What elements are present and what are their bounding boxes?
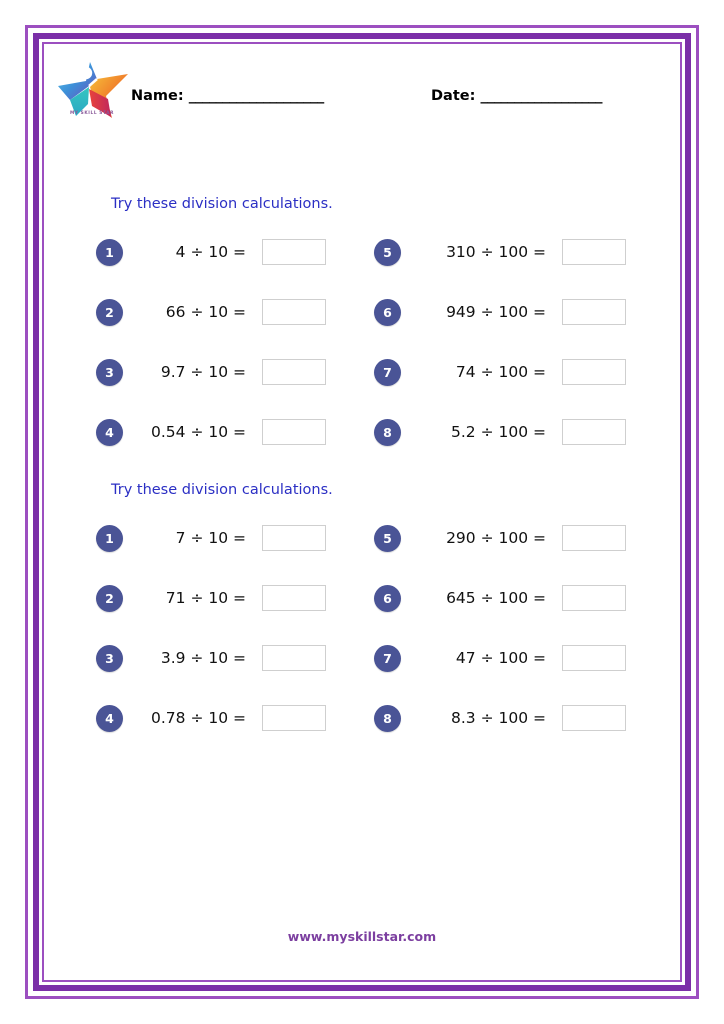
question-expression: 4 ÷ 10 =	[175, 243, 246, 261]
table-row	[374, 694, 664, 754]
answer-input[interactable]	[562, 525, 626, 551]
question-number-badge: 6	[374, 299, 401, 326]
question-expression: 66 ÷ 10 =	[165, 303, 246, 321]
table-row	[96, 694, 386, 754]
question-expression: 0.78 ÷ 10 =	[151, 709, 246, 727]
table-row	[96, 348, 386, 408]
question-expression: 71 ÷ 10 =	[165, 589, 246, 607]
question-expression: 0.54 ÷ 10 =	[151, 423, 246, 441]
table-row	[96, 288, 386, 348]
question-number-badge: 7	[374, 359, 401, 386]
table-row	[374, 634, 664, 694]
table-row	[96, 634, 386, 694]
date-input-rule[interactable]: __________________	[480, 88, 602, 104]
table-row	[374, 514, 664, 574]
question-number-badge: 3	[96, 359, 123, 386]
answer-input[interactable]	[562, 419, 626, 445]
question-number-badge: 5	[374, 525, 401, 552]
answer-input[interactable]	[562, 585, 626, 611]
answer-input[interactable]	[562, 705, 626, 731]
answer-input[interactable]	[262, 645, 326, 671]
answer-input[interactable]	[262, 585, 326, 611]
question-number-badge: 8	[374, 705, 401, 732]
table-row	[374, 228, 664, 288]
question-number-badge: 1	[96, 525, 123, 552]
table-row	[374, 288, 664, 348]
question-number-badge: 3	[96, 645, 123, 672]
worksheet-content	[46, 46, 678, 978]
answer-input[interactable]	[262, 419, 326, 445]
answer-input[interactable]	[262, 359, 326, 385]
question-expression: 949 ÷ 100 =	[446, 303, 546, 321]
myskillstar-logo	[56, 56, 134, 140]
table-row	[374, 408, 664, 468]
date-label: Date:	[431, 88, 476, 104]
table-row	[96, 514, 386, 574]
answer-input[interactable]	[262, 239, 326, 265]
question-number-badge: 4	[96, 419, 123, 446]
footer-url[interactable]: www.myskillstar.com	[287, 929, 437, 944]
name-field[interactable]	[131, 88, 324, 104]
question-expression: 290 ÷ 100 =	[446, 529, 546, 547]
question-expression: 310 ÷ 100 =	[446, 243, 546, 261]
question-number-badge: 2	[96, 299, 123, 326]
answer-input[interactable]	[262, 705, 326, 731]
logo-caption: MY SKILL STAR	[69, 111, 114, 116]
question-expression: 47 ÷ 100 =	[455, 649, 546, 667]
question-expression: 74 ÷ 100 =	[455, 363, 546, 381]
question-expression: 7 ÷ 10 =	[175, 529, 246, 547]
answer-input[interactable]	[262, 299, 326, 325]
question-number-badge: 2	[96, 585, 123, 612]
answer-input[interactable]	[562, 359, 626, 385]
answer-input[interactable]	[562, 645, 626, 671]
section-1-title: Try these division calculations.	[111, 196, 333, 212]
answer-input[interactable]	[562, 299, 626, 325]
question-number-badge: 4	[96, 705, 123, 732]
section-2-title: Try these division calculations.	[111, 482, 333, 498]
table-row	[374, 574, 664, 634]
date-field[interactable]	[431, 88, 602, 104]
question-expression: 3.9 ÷ 10 =	[160, 649, 246, 667]
table-row	[374, 348, 664, 408]
answer-input[interactable]	[262, 525, 326, 551]
table-row	[96, 574, 386, 634]
name-label: Name:	[131, 88, 184, 104]
worksheet-header	[46, 46, 678, 156]
question-number-badge: 5	[374, 239, 401, 266]
question-number-badge: 1	[96, 239, 123, 266]
question-number-badge: 7	[374, 645, 401, 672]
table-row	[96, 408, 386, 468]
question-expression: 5.2 ÷ 100 =	[451, 423, 546, 441]
question-expression: 9.7 ÷ 10 =	[160, 363, 246, 381]
question-expression: 645 ÷ 100 =	[446, 589, 546, 607]
question-expression: 8.3 ÷ 100 =	[451, 709, 546, 727]
name-input-rule[interactable]: ____________________	[188, 88, 324, 104]
question-number-badge: 6	[374, 585, 401, 612]
answer-input[interactable]	[562, 239, 626, 265]
table-row	[96, 228, 386, 288]
question-number-badge: 8	[374, 419, 401, 446]
